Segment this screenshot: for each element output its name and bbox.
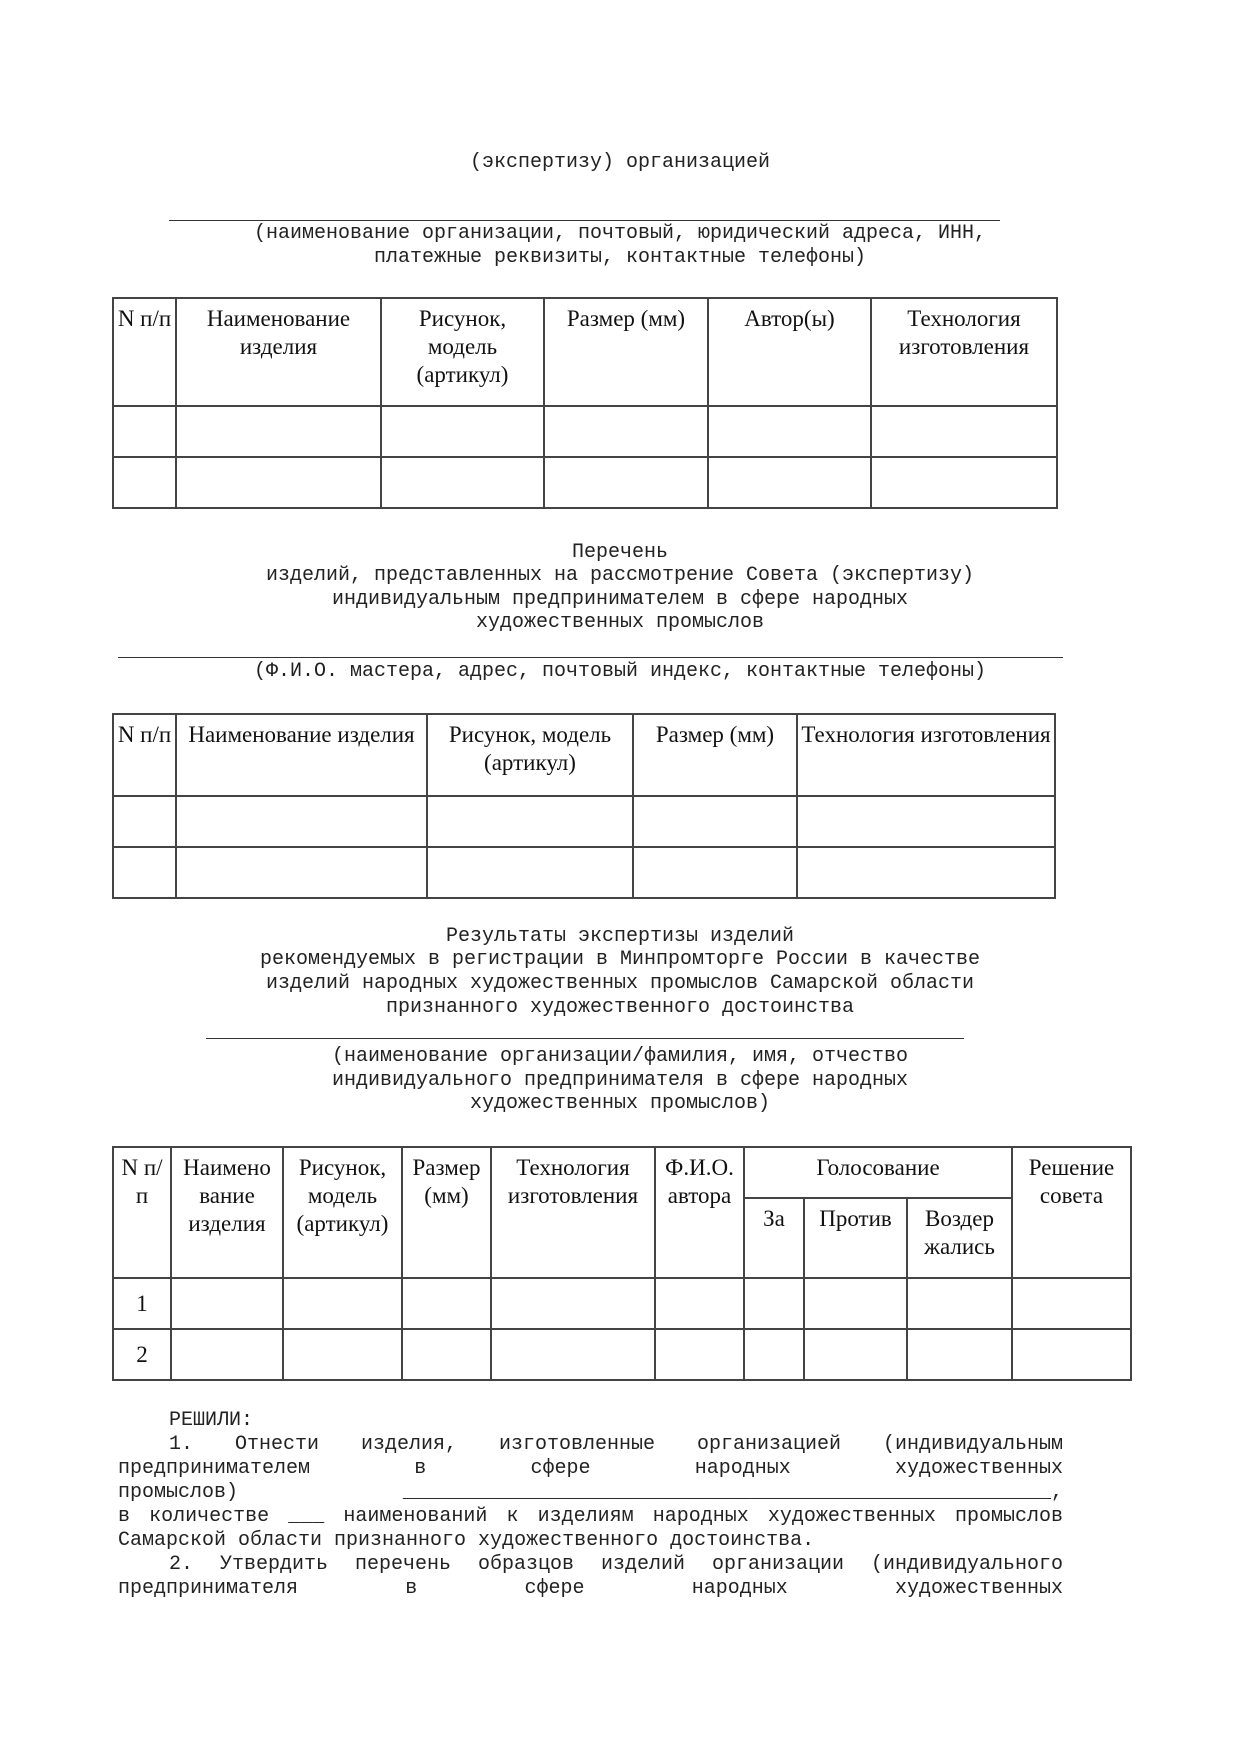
- table-row: [113, 796, 1055, 847]
- table-cell[interactable]: [113, 457, 176, 508]
- table-row: [113, 406, 1057, 457]
- col-header-vote-for: За: [744, 1198, 804, 1278]
- table-row: [113, 457, 1057, 508]
- col-header-number: N п/п: [113, 714, 176, 796]
- table-row: [113, 1329, 1131, 1380]
- table-cell[interactable]: [797, 796, 1055, 847]
- table-cell[interactable]: [402, 1278, 491, 1329]
- table-header-row: [113, 1147, 1131, 1198]
- section3-title-1: Результаты экспертизы изделий: [445, 925, 795, 948]
- table-cell[interactable]: [283, 1329, 402, 1380]
- table-cell[interactable]: [491, 1278, 655, 1329]
- table-cell[interactable]: [708, 457, 871, 508]
- col-header-number: N п/п: [113, 298, 176, 406]
- section2-title-3: индивидуальным предпринимателем в сфере народных: [331, 588, 909, 611]
- decision-label: РЕШИЛИ:: [169, 1409, 254, 1432]
- col-header-technology: Технология изготовления: [797, 714, 1055, 796]
- expertise-results-table: [112, 1146, 1132, 1381]
- entrepreneur-items-table: [112, 713, 1056, 899]
- table-cell[interactable]: [544, 406, 708, 457]
- section3-title-2: рекомендуемых в регистрации в Минпромторге России в качестве: [259, 948, 981, 971]
- decision-line-1: 1. Отнести изделия, изготовленные организацией (индивидуальным: [169, 1433, 1063, 1456]
- section3-title-4: признанного художественного достоинства: [385, 996, 855, 1019]
- table-cell[interactable]: [744, 1329, 804, 1380]
- table-header-row: [113, 714, 1055, 796]
- col-header-vote-against: Против: [804, 1198, 907, 1278]
- table-cell[interactable]: [176, 457, 381, 508]
- table-cell[interactable]: [804, 1329, 907, 1380]
- table-cell[interactable]: [381, 406, 544, 457]
- section3-caption-3: художественных промыслов): [469, 1092, 771, 1115]
- col-header-model: Рисунок, модель (артикул): [283, 1147, 402, 1278]
- table-cell[interactable]: [283, 1278, 402, 1329]
- table-cell[interactable]: [176, 406, 381, 457]
- col-header-model: Рисунок, модель (артикул): [381, 298, 544, 406]
- table-cell[interactable]: [633, 796, 797, 847]
- col-header-technology: Технология изготовления: [491, 1147, 655, 1278]
- decision-line-6: 2. Утвердить перечень образцов изделий организации (индивидуального: [169, 1553, 1063, 1576]
- table-cell[interactable]: [402, 1329, 491, 1380]
- section1-caption-2: платежные реквизиты, контактные телефоны): [373, 246, 867, 269]
- section2-caption: (Ф.И.О. мастера, адрес, почтовый индекс, контактные телефоны): [253, 660, 987, 683]
- col-header-model: Рисунок, модель (артикул): [427, 714, 633, 796]
- table-cell[interactable]: [113, 796, 176, 847]
- col-header-size: Размер (мм): [544, 298, 708, 406]
- section1-caption-1: (наименование организации, почтовый, юридический адреса, ИНН,: [253, 222, 987, 245]
- table-cell[interactable]: [655, 1329, 744, 1380]
- col-header-authors: Автор(ы): [708, 298, 871, 406]
- section1-heading: (экспертизу) организацией: [469, 151, 771, 174]
- col-header-decision: Решение совета: [1012, 1147, 1131, 1278]
- col-header-size: Размер (мм): [402, 1147, 491, 1278]
- decision-line-5: Самарской области признанного художественного достоинства.: [118, 1529, 815, 1552]
- table-cell[interactable]: [804, 1278, 907, 1329]
- section3-title-3: изделий народных художественных промыслов Самарской области: [265, 972, 975, 995]
- table-cell[interactable]: [427, 796, 633, 847]
- col-header-name: Наименование изделия: [176, 298, 381, 406]
- table-cell[interactable]: [544, 457, 708, 508]
- table-cell[interactable]: [907, 1329, 1012, 1380]
- table-row: [113, 847, 1055, 898]
- table-cell[interactable]: [633, 847, 797, 898]
- col-header-voting: Голосование: [744, 1147, 1012, 1198]
- col-header-name: Наимено вание изделия: [171, 1147, 283, 1278]
- table-cell[interactable]: [797, 847, 1055, 898]
- section2-title-2: изделий, представленных на рассмотрение Совета (экспертизу): [265, 564, 975, 587]
- col-header-name: Наименование изделия: [176, 714, 427, 796]
- table-cell[interactable]: [171, 1278, 283, 1329]
- row-number: 1: [113, 1278, 171, 1329]
- decision-line-4: в количестве ___ наименований к изделиям народных художественных промыслов: [118, 1505, 1063, 1528]
- section3-caption-2: индивидуального предпринимателя в сфере народных: [331, 1069, 909, 1092]
- table-cell[interactable]: [427, 847, 633, 898]
- table-row: [113, 1278, 1131, 1329]
- row-number: 2: [113, 1329, 171, 1380]
- master-blank-line: [118, 657, 1063, 658]
- section2-title-4: художественных промыслов: [475, 611, 765, 634]
- decision-line-2: предпринимателем в сфере народных художественных: [118, 1457, 1063, 1480]
- section3-caption-1: (наименование организации/фамилия, имя, отчество: [331, 1045, 909, 1068]
- table-cell[interactable]: [907, 1278, 1012, 1329]
- table-cell[interactable]: [1012, 1278, 1131, 1329]
- table-cell[interactable]: [381, 457, 544, 508]
- table-cell[interactable]: [171, 1329, 283, 1380]
- table-cell[interactable]: [176, 796, 427, 847]
- col-header-technology: Технология изготовления: [871, 298, 1057, 406]
- col-header-author: Ф.И.О. автора: [655, 1147, 744, 1278]
- org-blank-line: [206, 1038, 964, 1039]
- table-cell[interactable]: [491, 1329, 655, 1380]
- table-cell[interactable]: [708, 406, 871, 457]
- table-cell[interactable]: [871, 406, 1057, 457]
- table-cell[interactable]: [113, 847, 176, 898]
- table-cell[interactable]: [176, 847, 427, 898]
- section2-title-1: Перечень: [571, 541, 668, 564]
- org-name-blank-line: [169, 220, 1000, 221]
- table-cell[interactable]: [113, 406, 176, 457]
- table-cell[interactable]: [655, 1278, 744, 1329]
- decision-line-7: предпринимателя в сфере народных художественных: [118, 1577, 1063, 1600]
- col-header-size: Размер (мм): [633, 714, 797, 796]
- decision-line-3: промыслов) ______________________________________________________,: [118, 1481, 1063, 1504]
- table-cell[interactable]: [871, 457, 1057, 508]
- table-cell[interactable]: [744, 1278, 804, 1329]
- col-header-vote-abstained: Воздер жались: [907, 1198, 1012, 1278]
- organization-items-table: [112, 297, 1058, 509]
- table-cell[interactable]: [1012, 1329, 1131, 1380]
- table-header-row: [113, 298, 1057, 406]
- col-header-number: N п/п: [113, 1147, 171, 1278]
